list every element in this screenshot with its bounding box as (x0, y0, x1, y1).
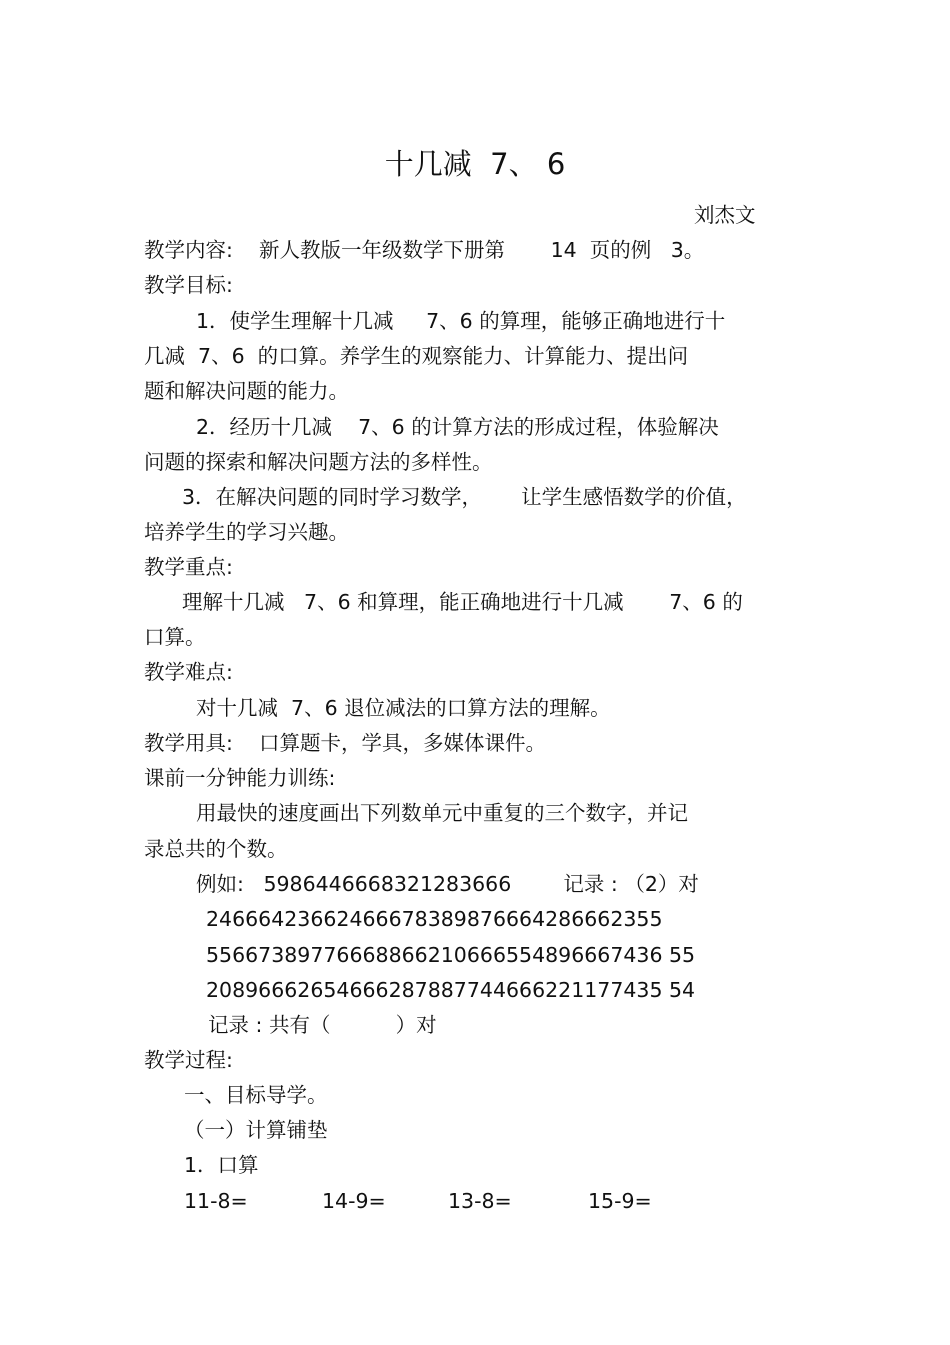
goal-2-line-1: 2．经历十几减 7、6 的计算方法的形成过程，体验解决 (196, 415, 719, 439)
training-example: 例如: 5986446668321283666 记录 : （2）对 (196, 872, 699, 896)
author-name: 刘杰文 (694, 203, 756, 227)
process-heading: 教学过程: (144, 1048, 233, 1072)
oral-calc-heading: 1．口算 (184, 1153, 259, 1177)
difficulty-heading: 教学难点: (144, 660, 233, 684)
goal-3-line-2: 培养学生的学习兴趣。 (144, 520, 349, 544)
record-count: 记录 : 共有（ ）对 (208, 1013, 437, 1037)
goal-3-line-1: 3．在解决问题的同时学习数学， 让学生感悟数学的价值， (182, 485, 747, 509)
key-points-line-2: 口算。 (144, 625, 206, 649)
equation-3: 13-8= (448, 1189, 512, 1213)
step-1-heading: 一、目标导学。 (184, 1083, 328, 1107)
difficulty-line-1: 对十几减 7、6 退位减法的口算方法的理解。 (196, 696, 611, 720)
document-title: 十几减 7、 6 (384, 147, 566, 181)
training-line-2: 录总共的个数。 (144, 837, 288, 861)
goal-1-line-3: 题和解决问题的能力。 (144, 379, 349, 403)
equation-4: 15-9= (588, 1189, 652, 1213)
digit-sequence-3: 20896662654666287887744666221177435 54 (206, 978, 696, 1002)
digit-sequence-2: 55667389776668866210666554896667436 55 (206, 943, 696, 967)
key-points-line-1: 理解十几减 7、6 和算理，能正确地进行十几减 7、6 的 (182, 590, 743, 614)
training-heading: 课前一分钟能力训练: (144, 766, 336, 790)
goal-1-line-2: 几减 7、6 的口算。养学生的观察能力、计算能力、提出问 (144, 344, 689, 368)
digit-sequence-1: 24666423662466678389876664286662355 (206, 907, 663, 931)
teaching-tools: 教学用具: 口算题卡，学具，多媒体课件。 (144, 731, 546, 755)
goal-2-line-2: 问题的探索和解决问题方法的多样性。 (144, 450, 493, 474)
teaching-content: 教学内容: 新人教版一年级数学下册第 14 页的例 3。 (144, 238, 705, 262)
equation-1: 11-8= (184, 1189, 248, 1213)
training-line-1: 用最快的速度画出下列数单元中重复的三个数字，并记 (196, 801, 688, 825)
goals-heading: 教学目标: (144, 273, 233, 297)
key-points-heading: 教学重点: (144, 555, 233, 579)
goal-1-line-1: 1．使学生理解十几减 7、6 的算理，能够正确地进行十 (196, 309, 726, 333)
step-1-subheading: （一）计算铺垫 (184, 1118, 328, 1142)
equation-2: 14-9= (322, 1189, 386, 1213)
